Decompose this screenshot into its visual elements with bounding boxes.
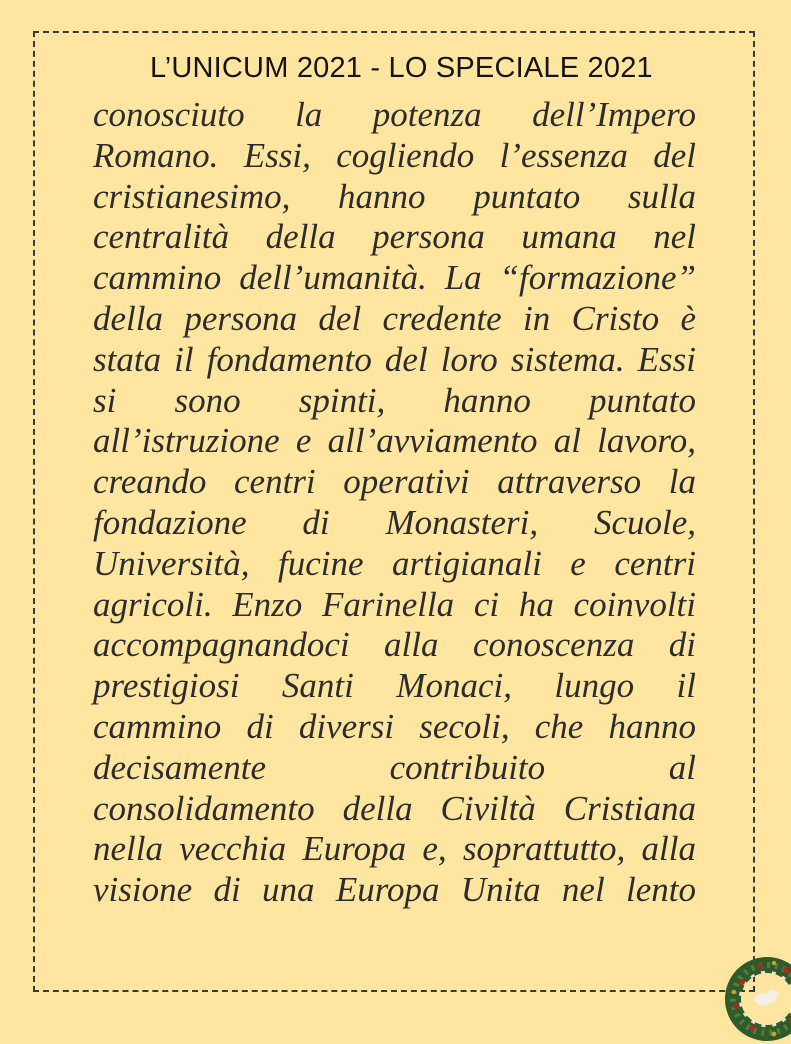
page-header-title: L’UNICUM 2021 - LO SPECIALE 2021 (150, 52, 653, 84)
body-line: cammino dell’umanità. La “formazione” (93, 258, 696, 298)
body-line: cristianesimo, hanno puntato sulla (93, 176, 696, 216)
body-line: consolidamento della Civiltà Cristiana (93, 788, 696, 828)
body-line: visione di una Europa Unita nel lento (93, 870, 696, 910)
body-line: all’istruzione e all’avviamento al lavoro, (93, 421, 696, 461)
body-line: fondazione di Monasteri, Scuole, (93, 502, 696, 542)
body-line: Università, fucine artigianali e centri (93, 543, 696, 583)
body-line: stata il fondamento del loro sistema. Essi (93, 339, 696, 379)
body-line: cammino di diversi secoli, che hanno (93, 706, 696, 746)
body-line: creando centri operativi attraverso la (93, 462, 696, 502)
body-line: si sono spinti, hanno puntato (93, 380, 696, 420)
body-line: decisamente contribuito al (93, 747, 696, 787)
body-line: agricoli. Enzo Farinella ci ha coinvolti (93, 584, 696, 624)
body-line: della persona del credente in Cristo è (93, 298, 696, 338)
body-line: prestigiosi Santi Monaci, lungo il (93, 666, 696, 706)
body-line: accompagnandoci alla conoscenza di (93, 625, 696, 665)
body-line: nella vecchia Europa e, soprattutto, alla (93, 829, 696, 869)
article-body (93, 95, 696, 911)
body-line: conosciuto la potenza dell’Impero (93, 95, 696, 134)
body-line: Romano. Essi, cogliendo l’essenza del (93, 135, 696, 175)
christmas-wreath-icon (722, 954, 791, 1044)
body-line: centralità della persona umana nel (93, 217, 696, 257)
